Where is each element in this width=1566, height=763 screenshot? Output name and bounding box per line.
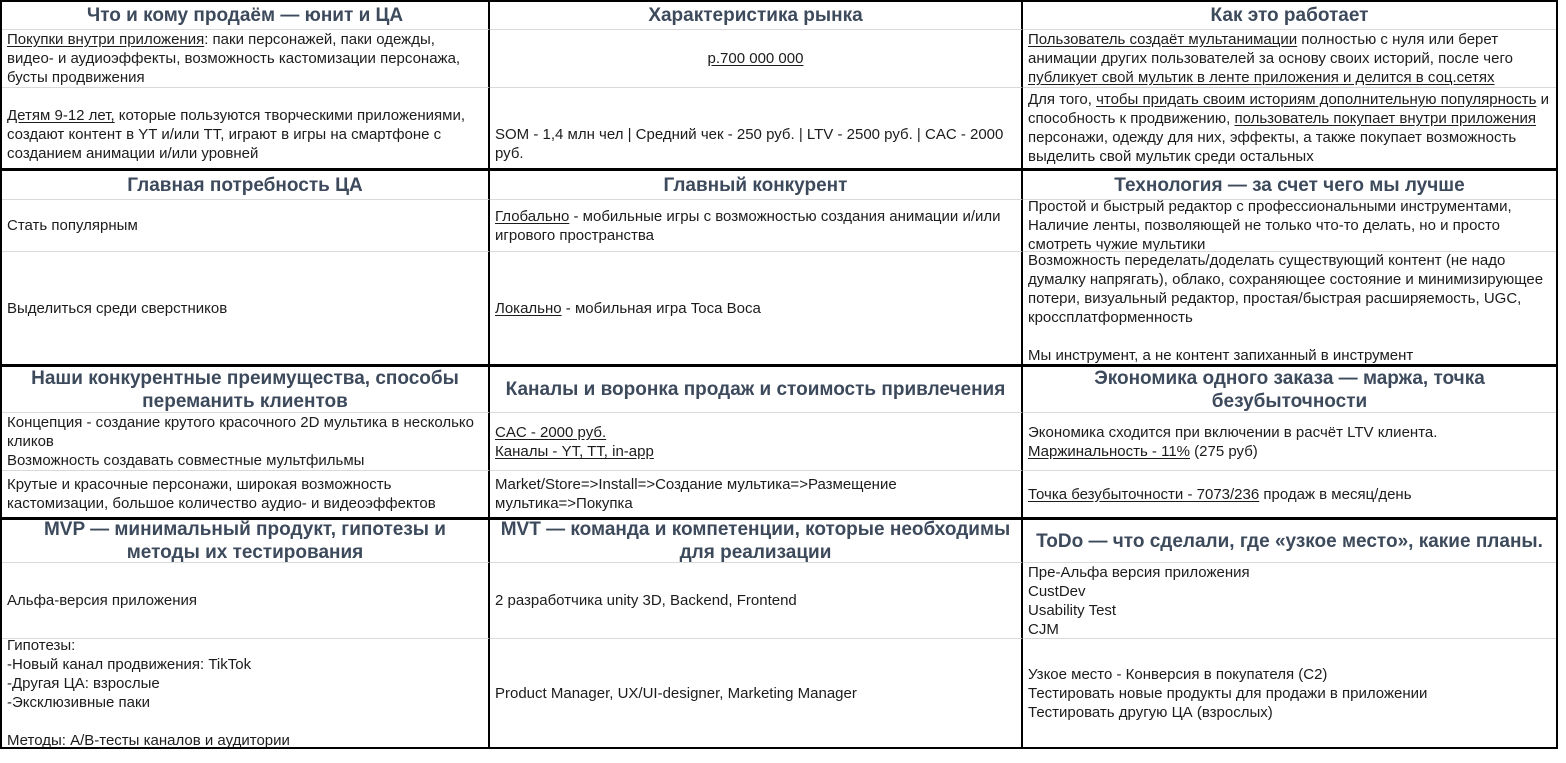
cell-in-app-purchases: Покупки внутри приложения: паки персонажей, паки одежды, видео- и аудиоэффекты, возможность кастомизации персонажа, бусты продвижения <box>2 30 490 88</box>
cell-global-competitor: Глобально - мобильные игры с возможностью создания анимации и/или игрового пространства <box>490 200 1023 252</box>
cell-monetization-reason: Для того, чтобы придать своим историям дополнительную популярность и способность к продвижению, пользователь покупает внутри приложения персонажи, одежду для них, эффекты, а также покупает возможность выделить свой мультик среди остальных <box>1028 91 1549 165</box>
cell-market-size: р.700 000 000 <box>490 30 1023 88</box>
cell-ltv-margin: Экономика сходится при включении в расчёт LTV клиента. Маржинальность - 11% (275 руб) <box>1023 413 1556 471</box>
cell-local-competitor: Локально - мобильная игра Toca Boca <box>490 252 1023 364</box>
cell-tech-features: Возможность переделать/доделать существующий контент (не надо думалку напрягать), облако, сохраняющее состояние и минимизирующее потери, визуальный редактор, простая/быстрая расширяемость, UGC, кроссплатформенность Мы инструмент, а не контент запиханный в инструмент <box>1028 252 1544 364</box>
cell-hypotheses-methods: Гипотезы: -Новый канал продвижения: TikTok -Другая ЦА: взрослые -Эксклюзивные паки Методы: A/B-тесты каналов и аудитории <box>2 639 490 747</box>
header-market-characteristics: Характеристика рынка <box>490 2 1023 30</box>
cell-market-metrics: SOM - 1,4 млн чел | Средний чек - 250 руб. | LTV - 2500 руб. | CAC - 2000 руб. <box>490 88 1023 168</box>
cell-breakeven-point: Точка безубыточности - 7073/236 продаж в месяц/день <box>1028 485 1412 503</box>
cell-bottleneck-plans: Узкое место - Конверсия в покупателя (C2) Тестировать новые продукты для продажи в приложении Тестировать другую ЦА (взрослых) <box>1028 665 1428 721</box>
cell-need-become-popular: Стать популярным <box>2 200 490 252</box>
cell-management-roles: Product Manager, UX/UI-designer, Marketing Manager <box>490 639 1023 747</box>
cell-done-items: Пре-Альфа версия приложения CustDev Usability Test CJM <box>1023 563 1556 639</box>
cell-alpha-version: Альфа-версия приложения <box>2 563 490 639</box>
header-mvp-hypotheses: MVP — минимальный продукт, гипотезы и методы их тестирования <box>2 520 490 563</box>
header-how-it-works: Как это работает <box>1023 2 1556 30</box>
cell-target-audience: Детям 9-12 лет, которые пользуются творческими приложениями, создают контент в YT и/или TT, играют в игры на смартфоне с созданием анимации и/или уровней <box>2 88 490 168</box>
cell-characters-customization: Крутые и красочные персонажи, широкая возможность кастомизации, большое количество аудио- и видеоэффектов <box>2 471 490 517</box>
cell-user-creates-animations: Пользователь создаёт мультанимации полностью с нуля или берет анимации других пользователей за основу своих историй, после чего публикует свой мультик в ленте приложения и делится в соц.сетях <box>1023 30 1556 88</box>
section-unit-and-audience-row <box>2 2 1556 168</box>
cell-developers: 2 разработчика unity 3D, Backend, Frontend <box>490 563 1023 639</box>
header-competitive-advantages: Наши конкурентные преимущества, способы переманить клиентов <box>2 367 490 413</box>
cell-concept: Концепция - создание крутого красочного 2D мультика в несколько кликов Возможность создавать совместные мультфильмы <box>2 413 490 471</box>
header-main-competitor: Главный конкурент <box>490 171 1023 200</box>
header-what-we-sell: Что и кому продаём — юнит и ЦА <box>2 2 490 30</box>
header-channels-and-funnel: Каналы и воронка продаж и стоимость привлечения <box>490 367 1023 413</box>
header-main-need: Главная потребность ЦА <box>2 171 490 200</box>
cell-need-stand-out: Выделиться среди сверстников <box>2 252 490 364</box>
cell-editor-and-feed: Простой и быстрый редактор с профессиональными инструментами, Наличие ленты, позволяющей не только что-то делать, но и просто смотреть чужие мультики <box>1023 200 1556 252</box>
section-advantages-and-economics-row <box>2 364 1556 517</box>
header-todo-plans: ToDo — что сделали, где «узкое место», какие планы. <box>1023 520 1556 563</box>
header-order-economics: Экономика одного заказа — маржа, точка безубыточности <box>1023 367 1556 413</box>
header-technology-advantage: Технология — за счет чего мы лучше <box>1023 171 1556 200</box>
section-mvp-team-todo-row <box>2 517 1556 747</box>
cell-sales-funnel: Market/Store=>Install=>Создание мультика=>Размещение мультика=>Покупка <box>490 471 1023 517</box>
cell-cac-channels: CAC - 2000 руб. Каналы - YT, TT, in-app <box>490 413 1023 471</box>
section-need-and-competitors-row <box>2 168 1556 364</box>
header-mvt-team: MVT — команда и компетенции, которые необходимы для реализации <box>490 520 1023 563</box>
